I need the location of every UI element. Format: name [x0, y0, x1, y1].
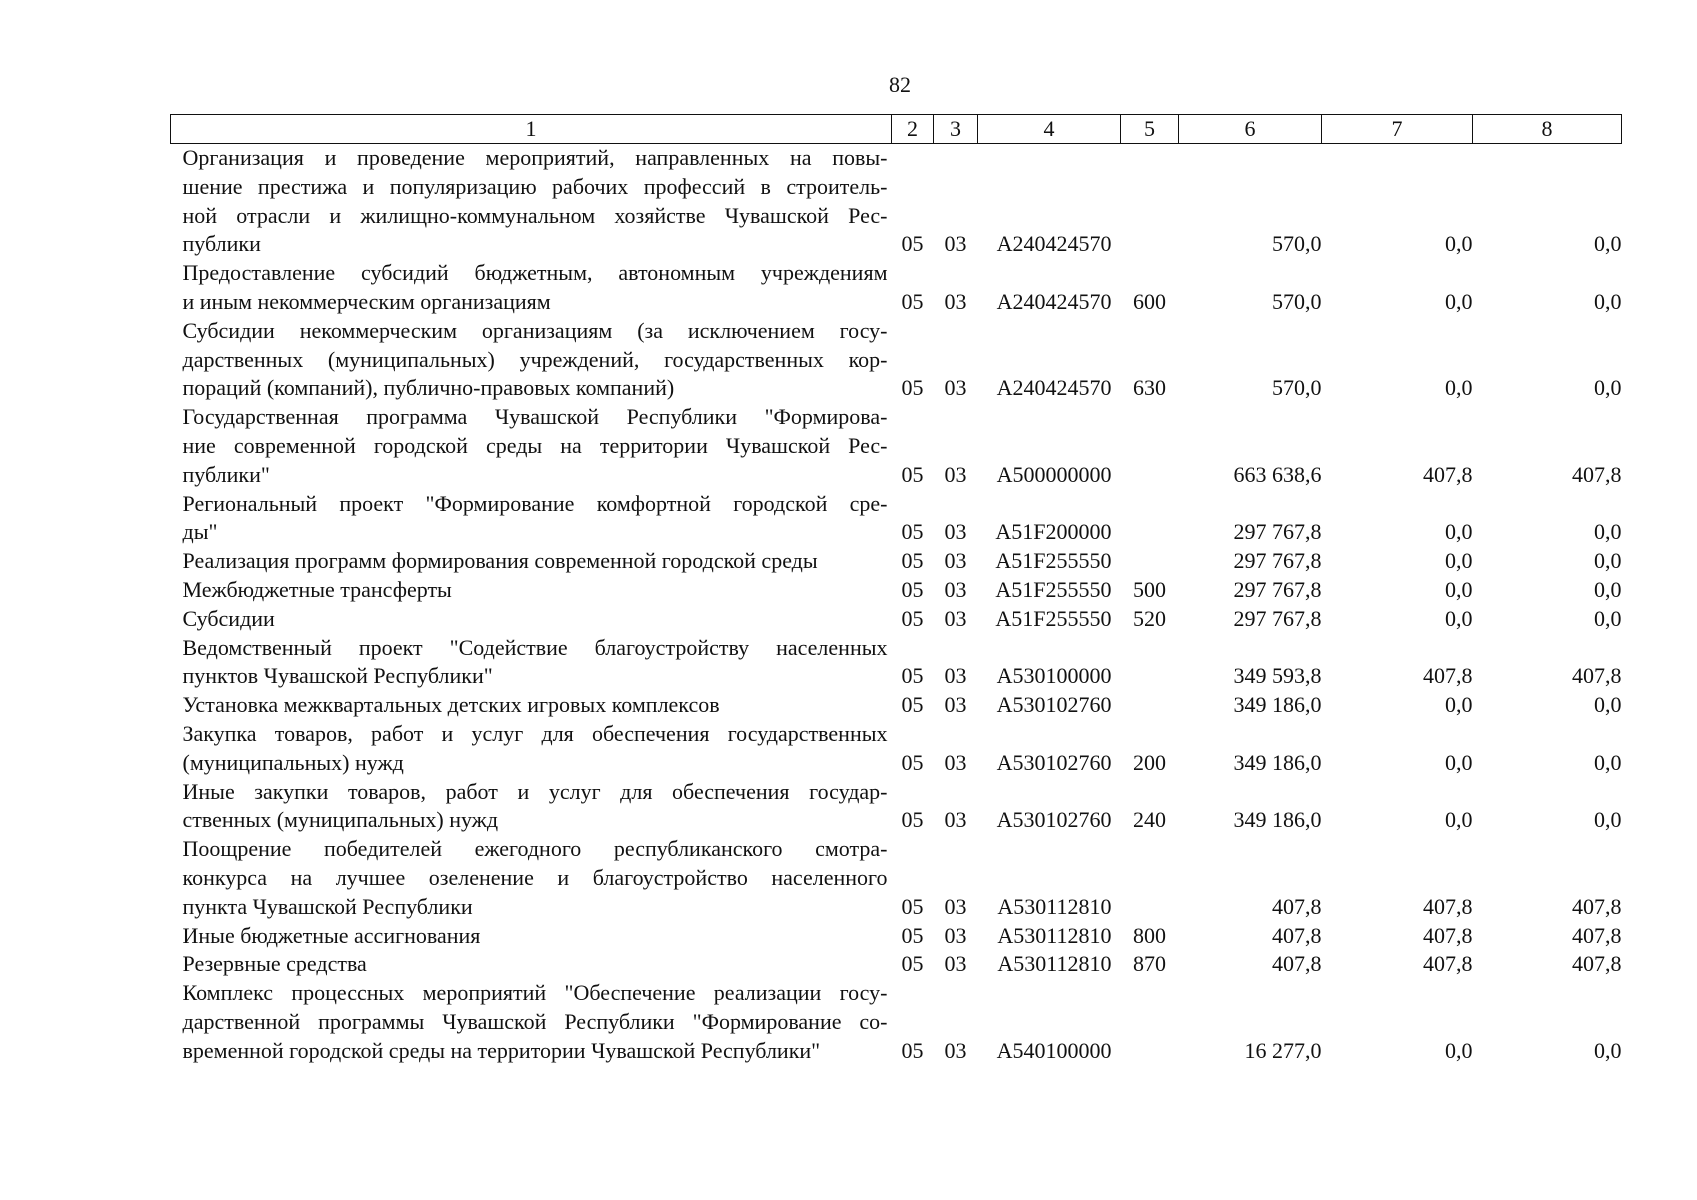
- target-article-cell: А530112810: [997, 893, 1112, 919]
- description-line: Ведомственный проект "Содействие благоустройству населенных: [182, 634, 888, 660]
- section-cell: 05: [901, 576, 924, 602]
- expense-type-cell: [1121, 490, 1179, 548]
- subsection-cell: 03: [944, 749, 967, 775]
- table-row: [171, 403, 1622, 489]
- description-cell: [171, 922, 892, 951]
- section-cell: 05: [901, 605, 924, 631]
- expense-type-cell: [1121, 979, 1179, 1065]
- expense-type-cell: [1121, 634, 1179, 692]
- description-line: Предоставление субсидий бюджетным, автономным учреждениям: [182, 260, 888, 286]
- description-line: пораций (компаний), публично-правовых компаний): [182, 375, 675, 401]
- section-cell: 05: [901, 1037, 924, 1063]
- amount-col7-cell: 0,0: [1445, 519, 1473, 545]
- amount-col8-cell: 0,0: [1594, 749, 1622, 775]
- target-article-cell: А240424570: [996, 375, 1112, 401]
- description-cell: [171, 979, 892, 1065]
- description-line: публики": [182, 461, 270, 487]
- table-row: [171, 605, 1622, 634]
- amount-col6-cell: 570,0: [1272, 288, 1322, 314]
- amount-col8-cell: 0,0: [1594, 548, 1622, 574]
- target-article-cell: А51F255550: [995, 605, 1112, 631]
- amount-col8-cell: 407,8: [1572, 922, 1622, 948]
- description-line: дарственной программы Чувашской Республики "Формирование со-: [182, 1008, 888, 1034]
- header-col-7: 7: [1322, 115, 1473, 144]
- subsection-cell: 03: [944, 548, 967, 574]
- amount-col6-cell: 663 638,6: [1233, 461, 1322, 487]
- description-line: Субсидии: [182, 605, 275, 631]
- subsection-cell: 03: [944, 663, 967, 689]
- amount-col6-cell: 297 767,8: [1233, 605, 1322, 631]
- expense-type-cell: 800: [1133, 922, 1166, 948]
- section-cell: 05: [901, 548, 924, 574]
- subsection-cell: 03: [944, 288, 967, 314]
- amount-col8-cell: 0,0: [1594, 519, 1622, 545]
- amount-col6-cell: 570,0: [1272, 231, 1322, 257]
- description-line: (муниципальных) нужд: [182, 749, 404, 775]
- amount-col6-cell: 297 767,8: [1233, 548, 1322, 574]
- description-line: ды": [182, 519, 218, 545]
- subsection-cell: 03: [944, 576, 967, 602]
- table-row: [171, 490, 1622, 548]
- description-line: ственных (муниципальных) нужд: [182, 807, 499, 833]
- expense-type-cell: [1121, 547, 1179, 576]
- subsection-cell: 03: [944, 519, 967, 545]
- table-row: [171, 144, 1622, 260]
- budget-table: [170, 114, 1622, 1066]
- expense-type-cell: [1121, 691, 1179, 720]
- target-article-cell: А530112810: [997, 922, 1112, 948]
- description-cell: [171, 403, 892, 489]
- header-col-3: 3: [934, 115, 978, 144]
- amount-col8-cell: 407,8: [1572, 893, 1622, 919]
- target-article-cell: А530102760: [996, 749, 1112, 775]
- description-line: Иные бюджетные ассигнования: [182, 922, 481, 948]
- table-body: [171, 144, 1622, 1066]
- description-cell: [171, 720, 892, 778]
- page-number: 82: [889, 72, 911, 97]
- amount-col8-cell: 0,0: [1594, 807, 1622, 833]
- target-article-cell: А51F200000: [995, 519, 1112, 545]
- section-cell: 05: [901, 893, 924, 919]
- description-cell: [171, 634, 892, 692]
- description-line: Резервные средства: [182, 951, 367, 977]
- table-row: [171, 950, 1622, 979]
- expense-type-cell: 200: [1133, 749, 1166, 775]
- amount-col8-cell: 0,0: [1594, 288, 1622, 314]
- amount-col6-cell: 297 767,8: [1233, 576, 1322, 602]
- amount-col6-cell: 407,8: [1272, 951, 1322, 977]
- section-cell: 05: [901, 951, 924, 977]
- amount-col7-cell: 0,0: [1445, 807, 1473, 833]
- expense-type-cell: 520: [1133, 605, 1166, 631]
- description-line: дарственных (муниципальных) учреждений, государственных кор-: [182, 346, 888, 372]
- amount-col8-cell: 0,0: [1594, 692, 1622, 718]
- expense-type-cell: 630: [1133, 375, 1166, 401]
- section-cell: 05: [901, 692, 924, 718]
- section-cell: 05: [901, 288, 924, 314]
- description-line: Поощрение победителей ежегодного республиканского смотра-: [182, 836, 888, 862]
- amount-col7-cell: 407,8: [1423, 951, 1473, 977]
- description-cell: [171, 547, 892, 576]
- target-article-cell: А530102760: [996, 692, 1112, 718]
- table-header: [171, 115, 1622, 144]
- amount-col6-cell: 349 186,0: [1233, 692, 1322, 718]
- table-row: [171, 979, 1622, 1065]
- amount-col7-cell: 0,0: [1445, 231, 1473, 257]
- table-row: [171, 835, 1622, 921]
- target-article-cell: А500000000: [996, 461, 1112, 487]
- amount-col7-cell: 0,0: [1445, 576, 1473, 602]
- description-line: Межбюджетные трансферты: [182, 576, 452, 602]
- description-line: Иные закупки товаров, работ и услуг для обеспечения государ-: [182, 778, 888, 804]
- expense-type-cell: 240: [1133, 807, 1166, 833]
- description-line: пункта Чувашской Республики: [182, 893, 473, 919]
- amount-col7-cell: 0,0: [1445, 375, 1473, 401]
- subsection-cell: 03: [944, 893, 967, 919]
- amount-col8-cell: 407,8: [1572, 663, 1622, 689]
- header-col-1: 1: [171, 115, 892, 144]
- expense-type-cell: [1121, 144, 1179, 260]
- description-cell: [171, 317, 892, 403]
- description-line: пунктов Чувашской Республики": [182, 663, 493, 689]
- description-line: публики: [182, 231, 261, 257]
- table-row: [171, 634, 1622, 692]
- expense-type-cell: [1121, 403, 1179, 489]
- subsection-cell: 03: [944, 461, 967, 487]
- description-line: шение престижа и популяризацию рабочих профессий в строитель-: [182, 173, 888, 199]
- expense-type-cell: 870: [1133, 951, 1166, 977]
- amount-col8-cell: 407,8: [1572, 951, 1622, 977]
- description-line: и иным некоммерческим организациям: [182, 288, 551, 314]
- subsection-cell: 03: [944, 375, 967, 401]
- subsection-cell: 03: [944, 605, 967, 631]
- subsection-cell: 03: [944, 807, 967, 833]
- amount-col8-cell: 0,0: [1594, 605, 1622, 631]
- section-cell: 05: [901, 461, 924, 487]
- amount-col6-cell: 16 277,0: [1244, 1037, 1322, 1063]
- description-line: временной городской среды на территории Чувашской Республики": [182, 1037, 821, 1063]
- header-col-8: 8: [1473, 115, 1622, 144]
- amount-col7-cell: 0,0: [1445, 605, 1473, 631]
- description-cell: [171, 576, 892, 605]
- table-row: [171, 922, 1622, 951]
- amount-col8-cell: 0,0: [1594, 576, 1622, 602]
- amount-col6-cell: 407,8: [1272, 922, 1322, 948]
- description-cell: [171, 605, 892, 634]
- amount-col6-cell: 349 593,8: [1233, 663, 1322, 689]
- amount-col7-cell: 407,8: [1423, 663, 1473, 689]
- target-article-cell: А240424570: [996, 288, 1112, 314]
- header-col-2: 2: [892, 115, 934, 144]
- header-col-5: 5: [1121, 115, 1179, 144]
- amount-col7-cell: 0,0: [1445, 692, 1473, 718]
- amount-col7-cell: 407,8: [1423, 922, 1473, 948]
- description-line: Региональный проект "Формирование комфортной городской сре-: [182, 490, 888, 516]
- subsection-cell: 03: [944, 231, 967, 257]
- expense-type-cell: 600: [1133, 288, 1166, 314]
- expense-type-cell: 500: [1133, 576, 1166, 602]
- description-line: Закупка товаров, работ и услуг для обеспечения государственных: [182, 720, 888, 746]
- subsection-cell: 03: [944, 951, 967, 977]
- header-col-4: 4: [978, 115, 1121, 144]
- amount-col7-cell: 0,0: [1445, 548, 1473, 574]
- amount-col7-cell: 0,0: [1445, 288, 1473, 314]
- amount-col8-cell: 0,0: [1594, 231, 1622, 257]
- target-article-cell: А540100000: [996, 1037, 1112, 1063]
- section-cell: 05: [901, 375, 924, 401]
- amount-col8-cell: 407,8: [1572, 461, 1622, 487]
- description-line: Субсидии некоммерческим организациям (за исключением госу-: [182, 317, 888, 343]
- target-article-cell: А530102760: [996, 807, 1112, 833]
- description-cell: [171, 144, 892, 260]
- amount-col6-cell: 407,8: [1272, 893, 1322, 919]
- section-cell: 05: [901, 807, 924, 833]
- header-col-6: 6: [1179, 115, 1322, 144]
- section-cell: 05: [901, 231, 924, 257]
- section-cell: 05: [901, 922, 924, 948]
- description-cell: [171, 691, 892, 720]
- amount-col8-cell: 0,0: [1594, 1037, 1622, 1063]
- description-line: Реализация программ формирования современной городской среды: [182, 548, 818, 574]
- amount-col7-cell: 407,8: [1423, 893, 1473, 919]
- section-cell: 05: [901, 663, 924, 689]
- table-row: [171, 547, 1622, 576]
- subsection-cell: 03: [944, 692, 967, 718]
- table-row: [171, 720, 1622, 778]
- table-row: [171, 259, 1622, 317]
- description-cell: [171, 490, 892, 548]
- description-cell: [171, 778, 892, 836]
- description-line: конкурса на лучшее озеленение и благоустройство населенного: [182, 864, 888, 890]
- description-line: ной отрасли и жилищно-коммунальном хозяйстве Чувашской Рес-: [182, 202, 888, 228]
- subsection-cell: 03: [944, 922, 967, 948]
- amount-col7-cell: 407,8: [1423, 461, 1473, 487]
- section-cell: 05: [901, 749, 924, 775]
- description-cell: [171, 835, 892, 921]
- target-article-cell: А530112810: [997, 951, 1112, 977]
- expense-type-cell: [1121, 835, 1179, 921]
- header-row: [171, 115, 1622, 144]
- target-article-cell: А240424570: [996, 231, 1112, 257]
- description-line: Организация и проведение мероприятий, направленных на повы-: [182, 145, 888, 170]
- table-row: [171, 691, 1622, 720]
- amount-col7-cell: 0,0: [1445, 749, 1473, 775]
- amount-col8-cell: 0,0: [1594, 375, 1622, 401]
- budget-table-sheet: [170, 114, 1621, 1066]
- description-line: Государственная программа Чувашской Республики "Формирова-: [182, 404, 888, 430]
- description-line: ние современной городской среды на территории Чувашской Рес-: [182, 432, 888, 458]
- table-row: [171, 317, 1622, 403]
- target-article-cell: А530100000: [996, 663, 1112, 689]
- amount-col6-cell: 570,0: [1272, 375, 1322, 401]
- amount-col6-cell: 297 767,8: [1233, 519, 1322, 545]
- target-article-cell: А51F255550: [995, 548, 1112, 574]
- table-row: [171, 576, 1622, 605]
- amount-col7-cell: 0,0: [1445, 1037, 1473, 1063]
- description-cell: [171, 259, 892, 317]
- table-row: [171, 778, 1622, 836]
- subsection-cell: 03: [944, 1037, 967, 1063]
- section-cell: 05: [901, 519, 924, 545]
- description-cell: [171, 950, 892, 979]
- target-article-cell: А51F255550: [995, 576, 1112, 602]
- amount-col6-cell: 349 186,0: [1233, 749, 1322, 775]
- amount-col6-cell: 349 186,0: [1233, 807, 1322, 833]
- description-line: Установка межквартальных детских игровых комплексов: [182, 692, 720, 718]
- description-line: Комплекс процессных мероприятий "Обеспечение реализации госу-: [182, 980, 888, 1006]
